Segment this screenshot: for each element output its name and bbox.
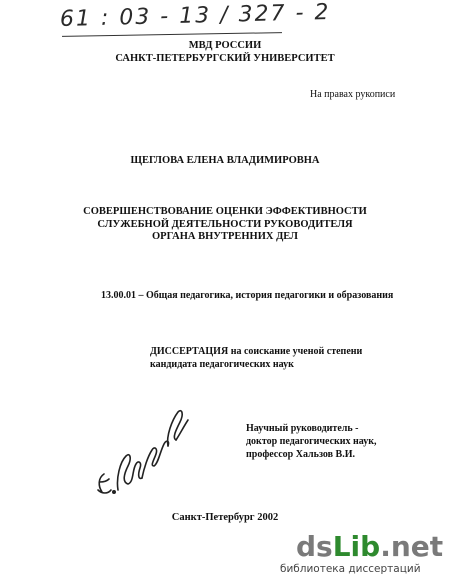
dissertation-label: ДИССЕРТАЦИЯ — [150, 346, 229, 357]
manuscript-rights-note: На правах рукописи — [310, 89, 396, 100]
organization-line-2: САНКТ-ПЕТЕРБУРГСКИЙ УНИВЕРСИТЕТ — [115, 53, 335, 64]
title-line: СОВЕРШЕНСТВОВАНИЕ ОЦЕНКИ ЭФФЕКТИВНОСТИ — [83, 206, 367, 217]
dslib-watermark — [276, 530, 446, 580]
specialty-name: – Общая педагогика, история педагогики и образования — [136, 290, 394, 301]
organization-line-1: МВД РОССИИ — [188, 40, 262, 51]
handwritten-catalog-number: 61 : 03 - 13 / 327 - 2 — [59, 0, 331, 33]
title-line: ОРГАНА ВНУТРЕННИХ ДЕЛ — [152, 231, 298, 242]
logo-lib: Lib — [332, 530, 381, 563]
place-and-year: Санкт-Петербург 2002 — [171, 512, 279, 523]
advisor-line: доктор педагогических наук, — [246, 436, 377, 447]
scientific-advisor — [246, 422, 377, 461]
dslib-subtitle: библиотека диссертаций — [280, 563, 421, 575]
degree-line-2: кандидата педагогических наук — [150, 359, 294, 370]
logo-net: .net — [380, 530, 444, 563]
logo-ds: ds — [296, 530, 333, 563]
author-name: ЩЕГЛОВА ЕЛЕНА ВЛАДИМИРОВНА — [130, 155, 320, 166]
title-line: СЛУЖЕБНОЙ ДЕЯТЕЛЬНОСТИ РУКОВОДИТЕЛЯ — [97, 218, 353, 230]
dslib-logo — [296, 530, 443, 563]
handwritten-signature — [80, 390, 200, 510]
degree-line-1: на соискание ученой степени — [228, 346, 363, 357]
dissertation-title — [0, 206, 450, 244]
specialty-code: 13.00.01 — [101, 290, 136, 301]
dissertation-degree — [150, 345, 362, 371]
specialty — [101, 290, 393, 301]
advisor-line: профессор Хальзов В.И. — [246, 449, 356, 460]
advisor-line: Научный руководитель - — [246, 423, 359, 434]
